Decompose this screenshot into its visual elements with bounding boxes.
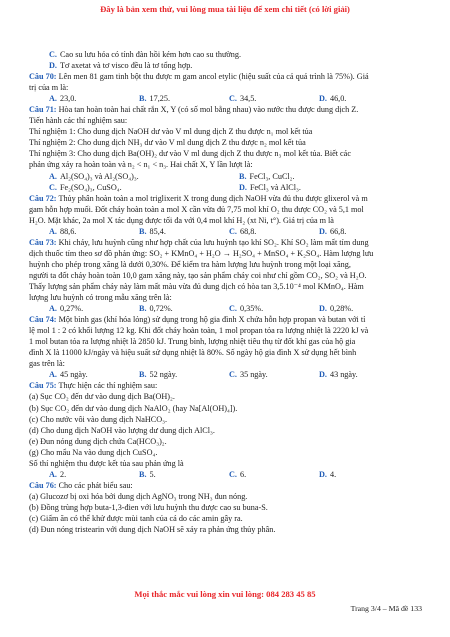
- question-text: lượng lưu huỳnh có trong mẫu xăng trên là:: [29, 293, 172, 303]
- header-banner: Đây là bản xem thử, vui lòng mua tài liệu để xem chi tiết (có lời giải): [100, 4, 350, 14]
- option-a: A. 45 ngày.: [49, 370, 88, 380]
- question-73: Câu 73: Khi cháy, lưu huỳnh cũng như hợp chất của lưu huỳnh tạo khí SO₂. Khí SO₂ làm mất tím dung: [29, 237, 369, 247]
- question-text: dịch thuốc tím theo sơ đồ phản ứng: SO₂ + KMnO₄ + H₂O → H₂SO₄ + MnSO₄ + K₂SO₄. Hàm lượng lưu: [29, 248, 374, 258]
- option-c: C. 35 ngày.: [229, 370, 268, 380]
- experiment-3: Thí nghiệm 3: Cho dung dịch Ba(OH)₂ dư vào V ml dung dịch Z thu được n₃ mol kết tủa. Biết các: [29, 149, 351, 159]
- option-b: B. 17,25.: [139, 94, 170, 104]
- question-74: Câu 74: Một bình gas (khí hóa lỏng) sử dụng trong hộ gia đình X chứa hỗn hợp propan và butan với tỉ: [29, 315, 366, 325]
- question-70: Câu 70: Lên men 81 gam tinh bột thu được m gam ancol etylic (hiệu suất của cả quá trình là 75%). Giá: [29, 72, 369, 82]
- question-71: Câu 71: Hòa tan hoàn toàn hai chất rắn X, Y (có số mol bằng nhau) vào nước thu được dung dịch Z.: [29, 105, 359, 115]
- answer-options: [29, 303, 422, 314]
- question-text: đình X là 11000 kJ/ngày và hiệu suất sử dụng nhiệt là 80%. Số ngày hộ gia đình X sử dụng hết bình: [29, 348, 357, 358]
- option-a: A. 88,6.: [49, 226, 77, 236]
- question-text: gas trên là:: [29, 359, 65, 369]
- option-b: B. 0,72%.: [139, 304, 173, 314]
- option-b: B. 52 ngày.: [139, 370, 178, 380]
- question-76: Câu 76: Cho các phát biểu sau:: [29, 480, 133, 490]
- question-75: Câu 75: Thực hiện các thí nghiệm sau:: [29, 381, 158, 391]
- option-a: A. 2.: [49, 469, 67, 479]
- option-d: D. 0,28%.: [319, 304, 354, 314]
- option-d: D. 46,0.: [319, 94, 347, 104]
- question-72: Câu 72: Thủy phân hoàn toàn a mol triglixerit X trong dung dịch NaOH vừa đủ thu được glixerol và m: [29, 193, 368, 203]
- option-b: B. 85,4.: [139, 226, 166, 236]
- document-content: [29, 49, 422, 535]
- option-c: C. Fe₂(SO₄)₃, CuSO₄.: [49, 182, 122, 192]
- list-item: (c) Cho nước vôi vào dung dịch NaHCO₃.: [29, 414, 168, 424]
- experiment-1: Thí nghiệm 1: Cho dung dịch NaOH dư vào V ml dung dịch Z thu được n₁ mol kết tủa: [29, 127, 313, 137]
- option-line: C. Cao su lưu hóa có tính đàn hồi kém hơn cao su thường.: [49, 50, 242, 59]
- option-b: B. 5.: [139, 469, 156, 479]
- page-number: Trang 3/4 – Mã đề 133: [350, 604, 422, 613]
- footer-banner: Mọi thắc mắc vui lòng xin vui lòng: 084 283 45 85: [134, 589, 316, 599]
- answer-options: [29, 469, 422, 480]
- option-c: C. 6.: [229, 469, 247, 479]
- answer-options: [29, 226, 422, 237]
- question-text: người ta đốt cháy hoàn toàn 10,0 gam xăng này, tạo sản phẩm cháy coi như chỉ gồm CO₂, SO₂ và H₂O.: [29, 270, 367, 280]
- question-text: gam hỗn hợp muối. Đốt cháy hoàn toàn a mol X cần vừa đủ 7,75 mol khí O₂ thu được CO₂ và 5,1 mol: [29, 204, 364, 214]
- option-d: D. 4.: [319, 469, 337, 479]
- list-item: (d) Cho dung dịch NaOH vào lượng dư dung dịch AlCl₃.: [29, 425, 215, 435]
- list-item: (b) Đồng trùng hợp buta-1,3-đien với lưu huỳnh thu được cao su buna-S.: [29, 502, 268, 512]
- answer-options: [29, 171, 422, 182]
- option-b: B. FeCl₃, CuCl₂.: [239, 171, 295, 181]
- list-item: (g) Cho mẩu Na vào dung dịch CuSO₄.: [29, 447, 158, 457]
- question-text: phản ứng xảy ra hoàn toàn và n₂ < n₁ < n₃. Hai chất X, Y lần lượt là:: [29, 160, 253, 170]
- question-text: 1 mol butan tỏa ra lượng nhiệt là 2850 kJ. Trung bình, lượng nhiệt tiêu thụ từ đốt khí gas của hộ gia: [29, 337, 356, 347]
- list-item: (a) Glucozơ bị oxi hóa bởi dung dịch AgNO₃ trong NH₃ đun nóng.: [29, 491, 248, 501]
- list-item: (e) Đun nóng dung dịch chứa Ca(HCO₃)₂.: [29, 436, 167, 446]
- list-item: (a) Sục CO₂ đến dư vào dung dịch Ba(OH)₂.: [29, 392, 175, 402]
- question-text: Tiến hành các thí nghiệm sau:: [29, 116, 128, 126]
- answer-options: [29, 182, 422, 193]
- question-text: Số thí nghiệm thu được kết tủa sau phản ứng là: [29, 458, 184, 468]
- list-item: (d) Đun nóng tristearin với dung dịch NaOH sẽ xảy ra phản ứng thủy phân.: [29, 525, 276, 535]
- option-line: D. Tơ axetat và tơ visco đều là tơ tổng hợp.: [49, 61, 193, 71]
- option-c: C. 0,35%.: [229, 304, 264, 314]
- question-text: Thấy lượng sản phẩm cháy này làm mất màu vừa đủ dung dịch có hòa tan 3,5.10⁻⁴ mol KMnO₄. Hàm: [29, 281, 364, 291]
- option-d: D. 66,8.: [319, 226, 347, 236]
- option-c: C. 68,8.: [229, 226, 257, 236]
- option-d: D. FeCl₃ và AlCl₃.: [239, 182, 301, 192]
- list-item: (c) Giấm ăn có thể khử được mùi tanh của cá do các amin gây ra.: [29, 513, 243, 523]
- question-text: H₂O. Mặt khác, 2a mol X tác dụng được tối đa với 0,4 mol khí H₂ (xt Ni, t°). Giá trị của m là: [29, 215, 334, 225]
- question-text: lệ mol 1 : 2 có khối lượng 12 kg. Khi đốt cháy hoàn toàn, 1 mol propan tỏa ra lượng nhiệt là 2220 kJ và: [29, 326, 369, 336]
- question-text: huỳnh cho phép trong xăng là dưới 0,30%. Để kiểm tra hàm lượng lưu huỳnh trong một loại xăng,: [29, 259, 351, 269]
- option-d: D. 43 ngày.: [319, 370, 358, 380]
- list-item: (b) Sục CO₂ đến dư vào dung dịch NaAlO₂ (hay Na[Al(OH)₄]).: [29, 403, 238, 413]
- option-a: A. 0,27%.: [49, 304, 84, 314]
- answer-options: [29, 93, 422, 104]
- experiment-2: Thí nghiệm 2: Cho dung dịch NH₃ dư vào V ml dung dịch Z thu được n₂ mol kết tủa: [29, 138, 306, 148]
- option-a: A. Al₂(SO₄)₃ và Al₂(SO₄)₃.: [49, 171, 139, 181]
- question-text: trị của m là:: [29, 83, 69, 93]
- answer-options: [29, 369, 422, 380]
- option-c: C. 34,5.: [229, 94, 257, 104]
- option-a: A. 23,0.: [49, 94, 77, 104]
